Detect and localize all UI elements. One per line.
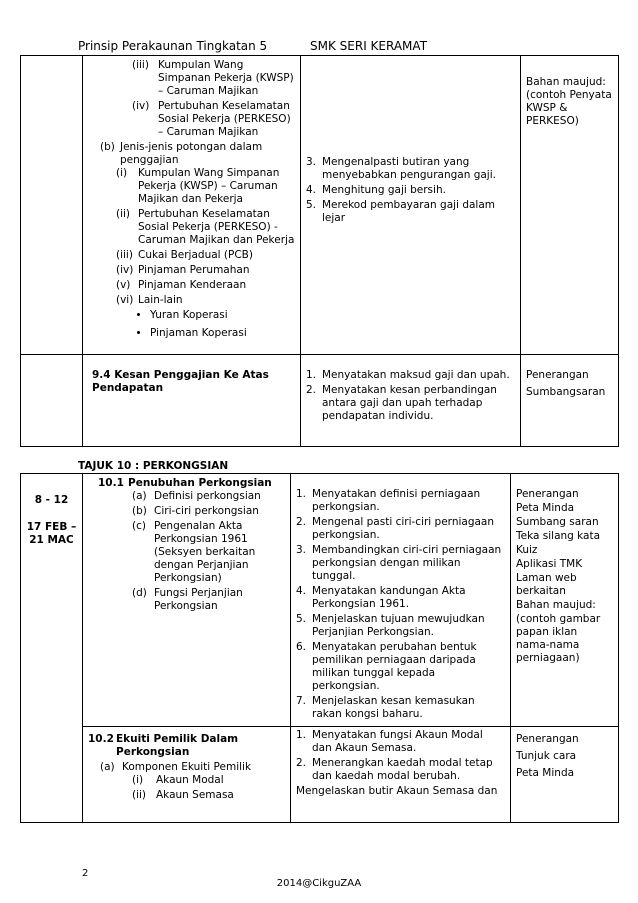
content-cell	[83, 474, 291, 727]
table-row	[21, 727, 619, 823]
list-text: Pengenalan Akta Perkongsian 1961 (Seksyen berkaitan dengan Perjanjian Perkongsian)	[154, 520, 256, 584]
list-label: (a)	[100, 761, 115, 773]
list-text: Kumpulan Wang Simpanan Pekerja (KWSP) – Caruman Majikan	[158, 59, 294, 97]
list-item	[88, 249, 295, 262]
list-item	[296, 757, 505, 783]
list-text: Akaun Semasa	[156, 789, 234, 801]
list-label: 3.	[306, 156, 317, 168]
list-item	[296, 695, 505, 721]
list-item	[88, 774, 285, 787]
list-text: Pertubuhan Keselamatan Sosial Pekerja (PERKESO) - Caruman Majikan dan Pekerja	[138, 208, 295, 246]
list-text: Menjelaskan kesan kemasukan rakan kongsi baharu.	[312, 695, 475, 720]
week-cell-empty	[21, 355, 83, 447]
list-label: 1.	[296, 729, 307, 741]
list-label: 2.	[296, 757, 307, 769]
activity-text: Sumbangsaran	[526, 386, 606, 398]
topic-heading: TAJUK 10 : PERKONGSIAN	[78, 460, 229, 472]
activity-text: Peta Minda	[516, 502, 575, 514]
list-text: Menyatakan kandungan Akta Perkongsian 1961.	[312, 585, 466, 610]
list-label: (iii)	[116, 249, 133, 261]
activity-text: Laman web berkaitan	[516, 572, 577, 597]
list-item	[296, 585, 505, 611]
activity-text: Peta Minda	[516, 767, 575, 779]
list-item: • Yuran Koperasi	[150, 309, 295, 322]
list-label: (vi)	[116, 294, 134, 306]
activity-text: Penerangan	[526, 369, 589, 381]
document-header-title: Prinsip Perakaunan Tingkatan 5	[78, 39, 268, 53]
subtopic-title: Ekuiti Pemilik Dalam Perkongsian	[116, 733, 239, 758]
list-text: Menerangkan kaedah modal tetap dan kaedah modal berubah.	[312, 757, 493, 782]
table-row	[21, 56, 619, 355]
list-item	[88, 167, 295, 206]
list-label: (v)	[116, 279, 131, 291]
list-label: 2.	[306, 384, 317, 396]
list-label: (iv)	[116, 264, 134, 276]
list-label: (a)	[132, 490, 147, 502]
list-text: Cukai Berjadual (PCB)	[138, 249, 253, 261]
list-text: Merekod pembayaran gaji dalam lejar	[322, 199, 495, 224]
list-text: Kumpulan Wang Simpanan Pekerja (KWSP) – Caruman Majikan dan Pekerja	[138, 167, 280, 205]
activity-text: Bahan maujud:	[516, 599, 596, 611]
activity-cell	[521, 56, 619, 355]
list-label: 5.	[306, 199, 317, 211]
list-item	[296, 544, 505, 583]
activity-text: Kuiz	[516, 544, 538, 556]
activity-text: Penerangan	[516, 733, 579, 745]
week-cell	[21, 474, 83, 823]
content-cell	[83, 56, 301, 355]
objectives-cell	[291, 727, 511, 823]
lesson-plan-table-topic10	[20, 473, 619, 823]
list-label: 7.	[296, 695, 307, 707]
content-cell	[83, 355, 301, 447]
list-text: Menyatakan kesan perbandingan antara gaji dan upah terhadap pendapatan individu.	[322, 384, 497, 422]
subtopic-number: 10.2	[88, 733, 114, 745]
list-text: Menyatakan perubahan bentuk pemilikan perniagaan daripada milikan tunggal kepada perkongsian.	[312, 641, 477, 692]
activity-text: Bahan maujud: (contoh Penyata KWSP & PERKESO)	[526, 76, 612, 127]
activity-cell	[521, 355, 619, 447]
objectives-cell	[301, 355, 521, 447]
list-item	[88, 208, 295, 247]
list-label: (i)	[132, 774, 144, 786]
week-cell-empty	[21, 56, 83, 355]
list-item	[296, 488, 505, 514]
activity-text: Penerangan	[516, 488, 579, 500]
list-text: Komponen Ekuiti Pemilik	[122, 761, 252, 773]
week-range: 8 - 12	[34, 494, 69, 506]
activity-text: Aplikasi TMK	[516, 558, 583, 570]
document-header-school: SMK SERI KERAMAT	[310, 39, 428, 53]
list-text: Menyatakan fungsi Akaun Modal dan Akaun Semasa.	[312, 729, 483, 754]
list-label: (d)	[132, 587, 147, 599]
list-item	[88, 490, 285, 503]
list-label: (iii)	[132, 59, 149, 71]
list-label: (b)	[132, 505, 147, 517]
list-text: Jenis-jenis potongan dalam penggajian	[120, 141, 263, 166]
list-item	[296, 516, 505, 542]
list-text: Pinjaman Kenderaan	[138, 279, 247, 291]
list-item	[88, 100, 295, 139]
list-item	[88, 264, 295, 277]
subtopic-title: Penubuhan Perkongsian	[128, 477, 272, 489]
list-text: Ciri-ciri perkongsian	[154, 505, 259, 517]
list-text: Akaun Modal	[156, 774, 224, 786]
list-label: 6.	[296, 641, 307, 653]
lesson-plan-table-continued	[20, 55, 619, 447]
objective-text: Mengelaskan butir Akaun Semasa dan	[296, 785, 498, 797]
list-item: • Pinjaman Koperasi	[150, 327, 295, 340]
list-label: (ii)	[132, 789, 147, 801]
list-text: Definisi perkongsian	[154, 490, 261, 502]
list-item	[296, 729, 505, 755]
list-item	[88, 587, 285, 613]
footer-copyright: 2014@CikguZAA	[276, 878, 362, 889]
list-text: Menjelaskan tujuan mewujudkan Perjanjian Perkongsian.	[312, 613, 485, 638]
list-item	[88, 59, 295, 98]
list-text: Lain-lain	[138, 294, 183, 306]
bullet-list	[88, 309, 295, 340]
list-text: Fungsi Perjanjian Perkongsian	[154, 587, 243, 612]
list-item	[306, 369, 515, 382]
page-number: 2	[82, 868, 89, 879]
list-item	[306, 184, 515, 197]
list-label: 5.	[296, 613, 307, 625]
list-text: Menyatakan maksud gaji dan upah.	[322, 369, 510, 381]
activity-text: (contoh gambar papan iklan nama-nama perniagaan)	[516, 613, 601, 664]
objectives-cell	[291, 474, 511, 727]
list-item	[296, 613, 505, 639]
subtopic-title: 9.4 Kesan Penggajian Ke Atas Pendapatan	[92, 369, 269, 394]
list-item	[88, 789, 285, 802]
list-item	[306, 384, 515, 423]
list-item	[88, 294, 295, 307]
table-row	[21, 474, 619, 727]
list-label: (iv)	[132, 100, 150, 112]
list-text: Membandingkan ciri-ciri perniagaan perkongsian dengan milikan tunggal.	[312, 544, 502, 582]
list-label: 1.	[306, 369, 317, 381]
objectives-cell	[301, 56, 521, 355]
list-text: Mengenalpasti butiran yang menyebabkan pengurangan gaji.	[322, 156, 496, 181]
list-label: (b)	[100, 141, 115, 153]
activity-cell	[511, 727, 619, 823]
list-item	[88, 520, 285, 585]
list-label: (i)	[116, 167, 128, 179]
activity-text: Tunjuk cara	[516, 750, 577, 762]
date-range: 17 FEB – 21 MAC	[26, 521, 77, 546]
list-item	[88, 505, 285, 518]
list-label: (c)	[132, 520, 146, 532]
activity-text: Sumbang saran	[516, 516, 599, 528]
list-item	[306, 156, 515, 182]
list-label: 4.	[306, 184, 317, 196]
list-text: Mengenal pasti ciri-ciri perniagaan perkongsian.	[312, 516, 495, 541]
activity-cell	[511, 474, 619, 727]
list-item	[88, 279, 295, 292]
list-label: 1.	[296, 488, 307, 500]
list-text: Menyatakan definisi perniagaan perkongsian.	[312, 488, 481, 513]
list-item	[296, 641, 505, 693]
activity-text: Teka silang kata	[516, 530, 601, 542]
list-item	[306, 199, 515, 225]
list-label: (ii)	[116, 208, 131, 220]
content-cell	[83, 727, 291, 823]
list-label: 4.	[296, 585, 307, 597]
list-text: Pinjaman Perumahan	[138, 264, 250, 276]
list-label: 3.	[296, 544, 307, 556]
list-label: 2.	[296, 516, 307, 528]
table-row	[21, 355, 619, 447]
subtopic-number: 10.1	[98, 477, 124, 489]
list-text: Pertubuhan Keselamatan Sosial Pekerja (PERKESO) – Caruman Majikan	[158, 100, 291, 138]
list-text: Menghitung gaji bersih.	[322, 184, 446, 196]
